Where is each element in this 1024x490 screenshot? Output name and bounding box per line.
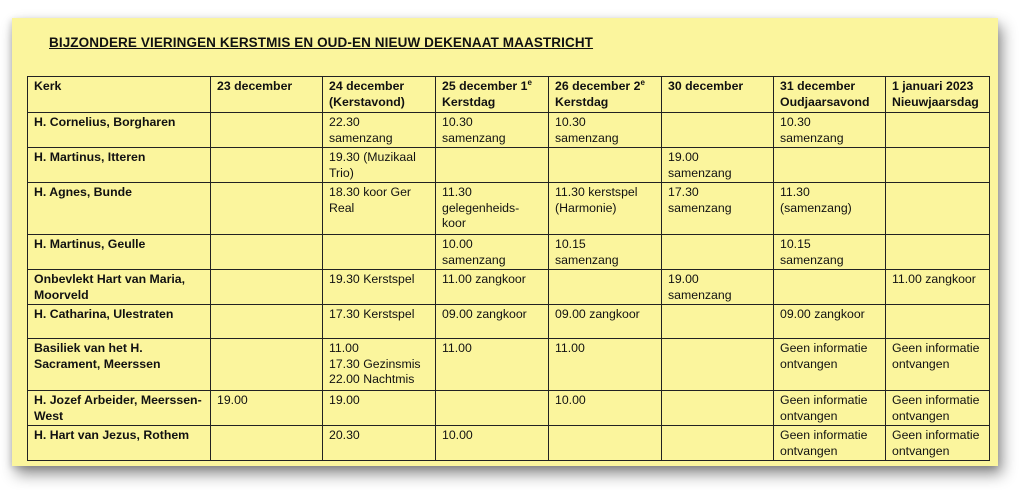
service-cell: [211, 426, 323, 461]
service-cell: [323, 391, 436, 426]
service-cell: [549, 113, 662, 148]
church-name: H. Catharina, Ulestraten: [34, 307, 174, 321]
service-cell: [774, 391, 886, 426]
column-header-label: Kerk: [34, 79, 62, 93]
service-cell: [774, 270, 886, 305]
service-cell: [323, 235, 436, 270]
service-text: 18.30 koor Ger Real: [329, 185, 412, 215]
service-text: 11.30 kerstspel (Harmonie): [555, 185, 638, 215]
service-cell: [662, 113, 774, 148]
column-header-subtitle: Kerstdag: [442, 94, 496, 109]
column-header-subtitle: Oudjaarsavond: [780, 94, 870, 109]
service-cell: [549, 426, 662, 461]
service-cell: [549, 270, 662, 305]
service-cell: [774, 148, 886, 183]
column-header-label: 26 december 2: [555, 79, 641, 93]
column-header-ordinal: e: [640, 77, 645, 87]
service-text: 20.30: [329, 428, 360, 442]
church-name: H. Jozef Arbeider, Meerssen- West: [34, 393, 202, 423]
service-cell: [662, 426, 774, 461]
column-header-subtitle: Nieuwjaarsdag: [892, 94, 979, 109]
church-name: H. Cornelius, Borgharen: [34, 115, 176, 129]
column-header: [211, 77, 323, 113]
church-name: Basiliek van het H. Sacrament, Meerssen: [34, 341, 161, 371]
service-cell: [436, 235, 549, 270]
service-cell: [211, 113, 323, 148]
service-cell: [886, 270, 990, 305]
column-header: [323, 77, 436, 113]
service-text: 10.30 samenzang: [780, 115, 844, 145]
service-text: 10.00: [555, 393, 586, 407]
church-name: H. Martinus, Geulle: [34, 237, 146, 251]
service-cell: [211, 339, 323, 391]
service-text: 10.30 samenzang: [442, 115, 506, 145]
service-cell: [323, 183, 436, 235]
table-row: [28, 235, 990, 270]
column-header-label: 31 december: [780, 79, 856, 93]
church-name-cell: [28, 270, 211, 305]
service-cell: [436, 270, 549, 305]
column-header-subtitle: Kerstdag: [555, 94, 609, 109]
column-header: [886, 77, 990, 113]
service-cell: [774, 183, 886, 235]
service-cell: [774, 235, 886, 270]
service-cell: [436, 148, 549, 183]
service-text: Geen informatie ontvangen: [780, 428, 868, 458]
table-row: [28, 183, 990, 235]
service-cell: [886, 339, 990, 391]
service-text: 09.00 zangkoor: [555, 307, 640, 321]
service-cell: [662, 391, 774, 426]
service-text: 17.30 samenzang: [668, 185, 732, 215]
service-text: 10.15 samenzang: [780, 237, 844, 267]
column-header-label: 1 januari 2023: [892, 79, 974, 93]
service-cell: [774, 113, 886, 148]
service-cell: [436, 183, 549, 235]
service-cell: [774, 426, 886, 461]
service-cell: [886, 305, 990, 339]
service-cell: [774, 305, 886, 339]
service-text: Geen informatie ontvangen: [892, 428, 980, 458]
service-text: 11.00: [555, 341, 585, 355]
column-header-subtitle: (Kerstavond): [329, 94, 405, 109]
church-name-cell: [28, 148, 211, 183]
service-cell: [662, 270, 774, 305]
service-cell: [549, 305, 662, 339]
service-text: 19.00 samenzang: [668, 150, 732, 180]
document-page: [12, 18, 998, 466]
table-row: [28, 426, 990, 461]
service-cell: [436, 391, 549, 426]
church-name-cell: [28, 426, 211, 461]
column-header-label: 23 december: [217, 79, 293, 93]
service-text: 10.00 samenzang: [442, 237, 506, 267]
service-text: 11.30 gelegenheids- koor: [442, 185, 520, 230]
church-name: H. Agnes, Bunde: [34, 185, 132, 199]
service-cell: [886, 148, 990, 183]
service-text: 19.30 (Muzikaal Trio): [329, 150, 416, 180]
service-cell: [436, 305, 549, 339]
service-text: 11.00 17.30 Gezinsmis 22.00 Nachtmis: [329, 341, 421, 386]
table-row: [28, 113, 990, 148]
header-row: [28, 77, 990, 113]
service-cell: [662, 148, 774, 183]
service-text: 10.15 samenzang: [555, 237, 619, 267]
service-cell: [323, 305, 436, 339]
service-cell: [886, 113, 990, 148]
service-cell: [774, 339, 886, 391]
service-text: 09.00 zangkoor: [780, 307, 865, 321]
service-cell: [323, 270, 436, 305]
service-cell: [211, 391, 323, 426]
service-text: 11.30 (samenzang): [780, 185, 852, 215]
service-text: Geen informatie ontvangen: [780, 341, 868, 371]
column-header-label: 30 december: [668, 79, 744, 93]
service-text: 10.30 samenzang: [555, 115, 619, 145]
service-text: 22.30 samenzang: [329, 115, 393, 145]
service-cell: [662, 305, 774, 339]
service-cell: [662, 235, 774, 270]
church-name: H. Martinus, Itteren: [34, 150, 146, 164]
column-header: [549, 77, 662, 113]
table-row: [28, 391, 990, 426]
schedule-table: [27, 76, 990, 461]
service-cell: [886, 391, 990, 426]
church-name-cell: [28, 113, 211, 148]
service-cell: [211, 305, 323, 339]
service-cell: [211, 148, 323, 183]
service-cell: [662, 339, 774, 391]
service-text: 19.00: [329, 393, 360, 407]
service-text: Geen informatie ontvangen: [780, 393, 868, 423]
church-name-cell: [28, 235, 211, 270]
table-row: [28, 270, 990, 305]
service-text: Geen informatie ontvangen: [892, 341, 980, 371]
service-text: 11.00: [442, 341, 472, 355]
column-header-label: 24 december: [329, 79, 405, 93]
service-cell: [549, 391, 662, 426]
service-text: 10.00: [442, 428, 473, 442]
service-cell: [323, 113, 436, 148]
church-name-cell: [28, 339, 211, 391]
service-cell: [886, 183, 990, 235]
service-cell: [211, 183, 323, 235]
column-header: [28, 77, 211, 113]
service-cell: [211, 270, 323, 305]
church-name: Onbevlekt Hart van Maria, Moorveld: [34, 272, 186, 302]
service-cell: [211, 235, 323, 270]
church-name-cell: [28, 305, 211, 339]
service-cell: [549, 339, 662, 391]
service-cell: [549, 183, 662, 235]
column-header: [436, 77, 549, 113]
service-cell: [323, 339, 436, 391]
service-text: 11.00 zangkoor: [892, 272, 976, 286]
column-header-label: 25 december 1: [442, 79, 528, 93]
service-cell: [886, 235, 990, 270]
service-text: Geen informatie ontvangen: [892, 393, 980, 423]
service-cell: [323, 148, 436, 183]
column-header-ordinal: e: [527, 77, 532, 87]
service-text: 19.00 samenzang: [668, 272, 732, 302]
service-cell: [323, 426, 436, 461]
service-cell: [662, 183, 774, 235]
service-cell: [436, 339, 549, 391]
service-text: 17.30 Kerstspel: [329, 307, 415, 321]
service-text: 11.00 zangkoor: [442, 272, 526, 286]
service-text: 09.00 zangkoor: [442, 307, 527, 321]
service-cell: [549, 148, 662, 183]
service-cell: [886, 426, 990, 461]
table-row: [28, 148, 990, 183]
column-header: [662, 77, 774, 113]
column-header: [774, 77, 886, 113]
table-row: [28, 339, 990, 391]
church-name-cell: [28, 391, 211, 426]
service-cell: [549, 235, 662, 270]
service-text: 19.30 Kerstspel: [329, 272, 415, 286]
church-name: H. Hart van Jezus, Rothem: [34, 428, 190, 442]
service-cell: [436, 426, 549, 461]
church-name-cell: [28, 183, 211, 235]
document-title: BIJZONDERE VIERINGEN KERSTMIS EN OUD-EN NIEUW DEKENAAT MAASTRICHT: [49, 35, 594, 50]
service-cell: [436, 113, 549, 148]
table-row: [28, 305, 990, 339]
service-text: 19.00: [217, 393, 248, 407]
